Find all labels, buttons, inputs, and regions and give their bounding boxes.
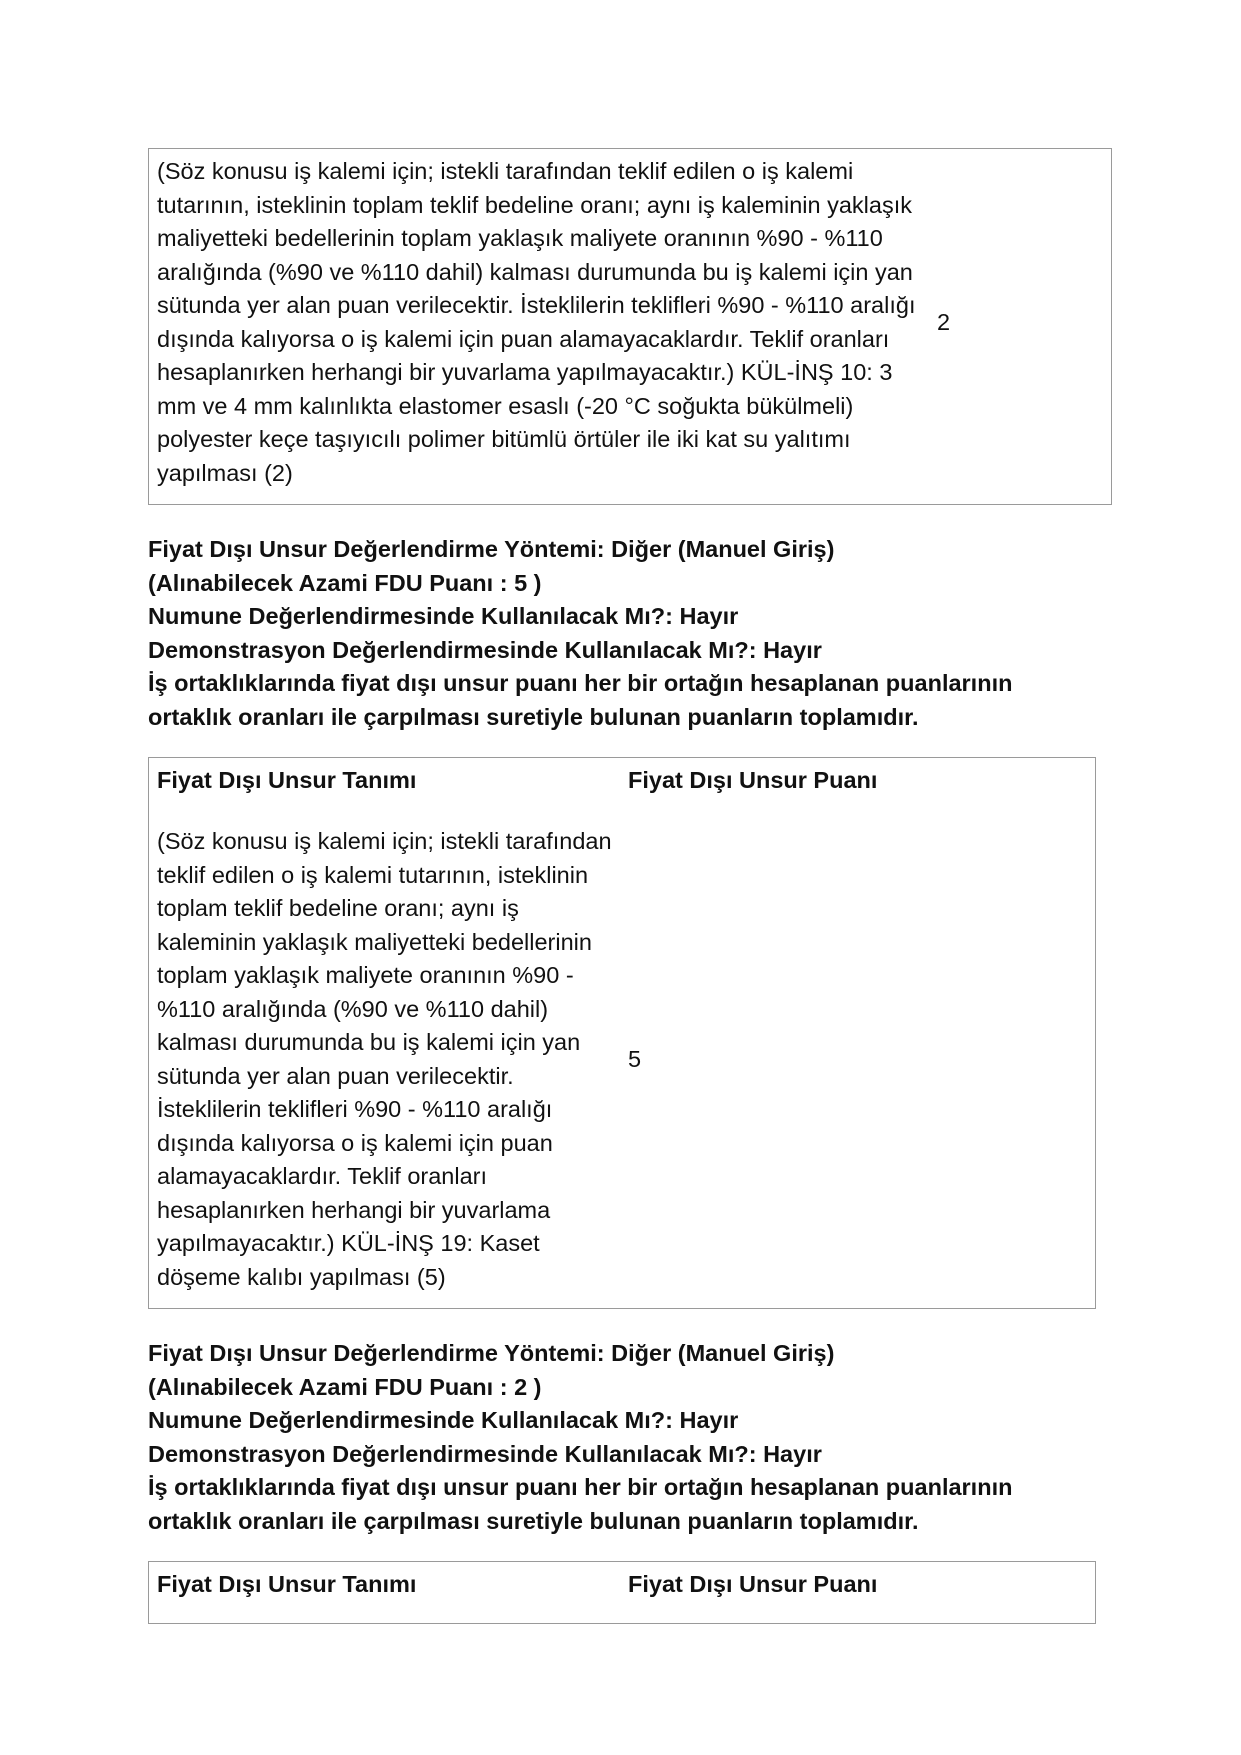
header-score: Fiyat Dışı Unsur Puanı	[628, 1570, 878, 1597]
fdu-description-cell: (Söz konusu iş kalemi için; istekli tarafından teklif edilen o iş kalemi tutarının, isteklinin toplam teklif bedeline oranı; aynı iş kaleminin yaklaşık maliyetteki bedellerinin toplam yaklaşık maliyete oranının %90 - %110 aralığında (%90 ve %110 dahil) kalması durumunda bu iş kalemi için yan sütunda yer alan puan verilecektir. İsteklilerin teklifleri %90 - %110 aralığı dışında kalıyorsa o iş kalemi için puan alamayacaklardır. Teklif oranları hesaplanırken herhangi bir yuvarlama yapılmayacaktır.) KÜL-İNŞ 19: Kaset döşeme kalıbı yapılması (5)	[157, 828, 612, 1290]
fdu-table	[148, 1561, 1096, 1625]
demo-evaluation: Demonstrasyon Değerlendirmesinde Kullanılacak Mı?: Hayır	[148, 1440, 822, 1467]
header-description: Fiyat Dışı Unsur Tanımı	[157, 1570, 417, 1597]
fdu-score-cell: 2	[937, 308, 951, 335]
fdu-info-block	[148, 1337, 1096, 1539]
fdu-description-cell: (Söz konusu iş kalemi için; istekli tarafından teklif edilen o iş kalemi tutarının, isteklinin toplam teklif bedeline oranı; aynı iş kaleminin yaklaşık maliyetteki bedellerinin toplam yaklaşık maliyete oranının %90 - %110 aralığında (%90 ve %110 dahil) kalması durumunda bu iş kalemi için yan sütunda yer alan puan verilecektir. İsteklilerin teklifleri %90 - %110 aralığı dışında kalıyorsa o iş kalemi için puan alamayacaklardır. Teklif oranları hesaplanırken herhangi bir yuvarlama yapılmayacaktır.) KÜL-İNŞ 10: 3 mm ve 4 mm kalınlıkta elastomer esaslı (-20 °C soğukta bükülmeli) polyester keçe taşıyıcılı polimer bitümlü örtüler ile iki kat su yalıtımı yapılması (2)	[157, 158, 916, 486]
max-points: (Alınabilecek Azami FDU Puanı : 5 )	[148, 569, 542, 596]
table-row	[149, 149, 1112, 505]
fdu-score-cell: 5	[628, 1045, 642, 1072]
fdu-info-block	[148, 533, 1096, 735]
partnership-note: İş ortaklıklarında fiyat dışı unsur puanı her bir ortağın hesaplanan puanlarının ortaklık oranları ile çarpılması suretiyle bulunan puanların toplamıdır.	[148, 1474, 1013, 1535]
document-page	[148, 148, 1096, 1624]
partnership-note: İş ortaklıklarında fiyat dışı unsur puanı her bir ortağın hesaplanan puanlarının ortaklık oranları ile çarpılması suretiyle bulunan puanların toplamıdır.	[148, 670, 1013, 730]
table-header-row	[149, 1561, 1096, 1624]
fdu-table-continued	[148, 148, 1112, 505]
fdu-table	[148, 757, 1096, 1310]
sample-evaluation: Numune Değerlendirmesinde Kullanılacak Mı?: Hayır	[148, 1407, 739, 1434]
table-row	[149, 819, 1096, 1309]
demo-evaluation: Demonstrasyon Değerlendirmesinde Kullanılacak Mı?: Hayır	[148, 636, 822, 663]
evaluation-method: Fiyat Dışı Unsur Değerlendirme Yöntemi: Diğer (Manuel Giriş)	[148, 536, 835, 562]
max-points: (Alınabilecek Azami FDU Puanı : 2 )	[148, 1373, 542, 1400]
table-header-row	[149, 757, 1096, 819]
header-score: Fiyat Dışı Unsur Puanı	[628, 766, 878, 793]
sample-evaluation: Numune Değerlendirmesinde Kullanılacak Mı?: Hayır	[148, 603, 739, 630]
header-description: Fiyat Dışı Unsur Tanımı	[157, 766, 417, 793]
evaluation-method: Fiyat Dışı Unsur Değerlendirme Yöntemi: Diğer (Manuel Giriş)	[148, 1340, 835, 1367]
